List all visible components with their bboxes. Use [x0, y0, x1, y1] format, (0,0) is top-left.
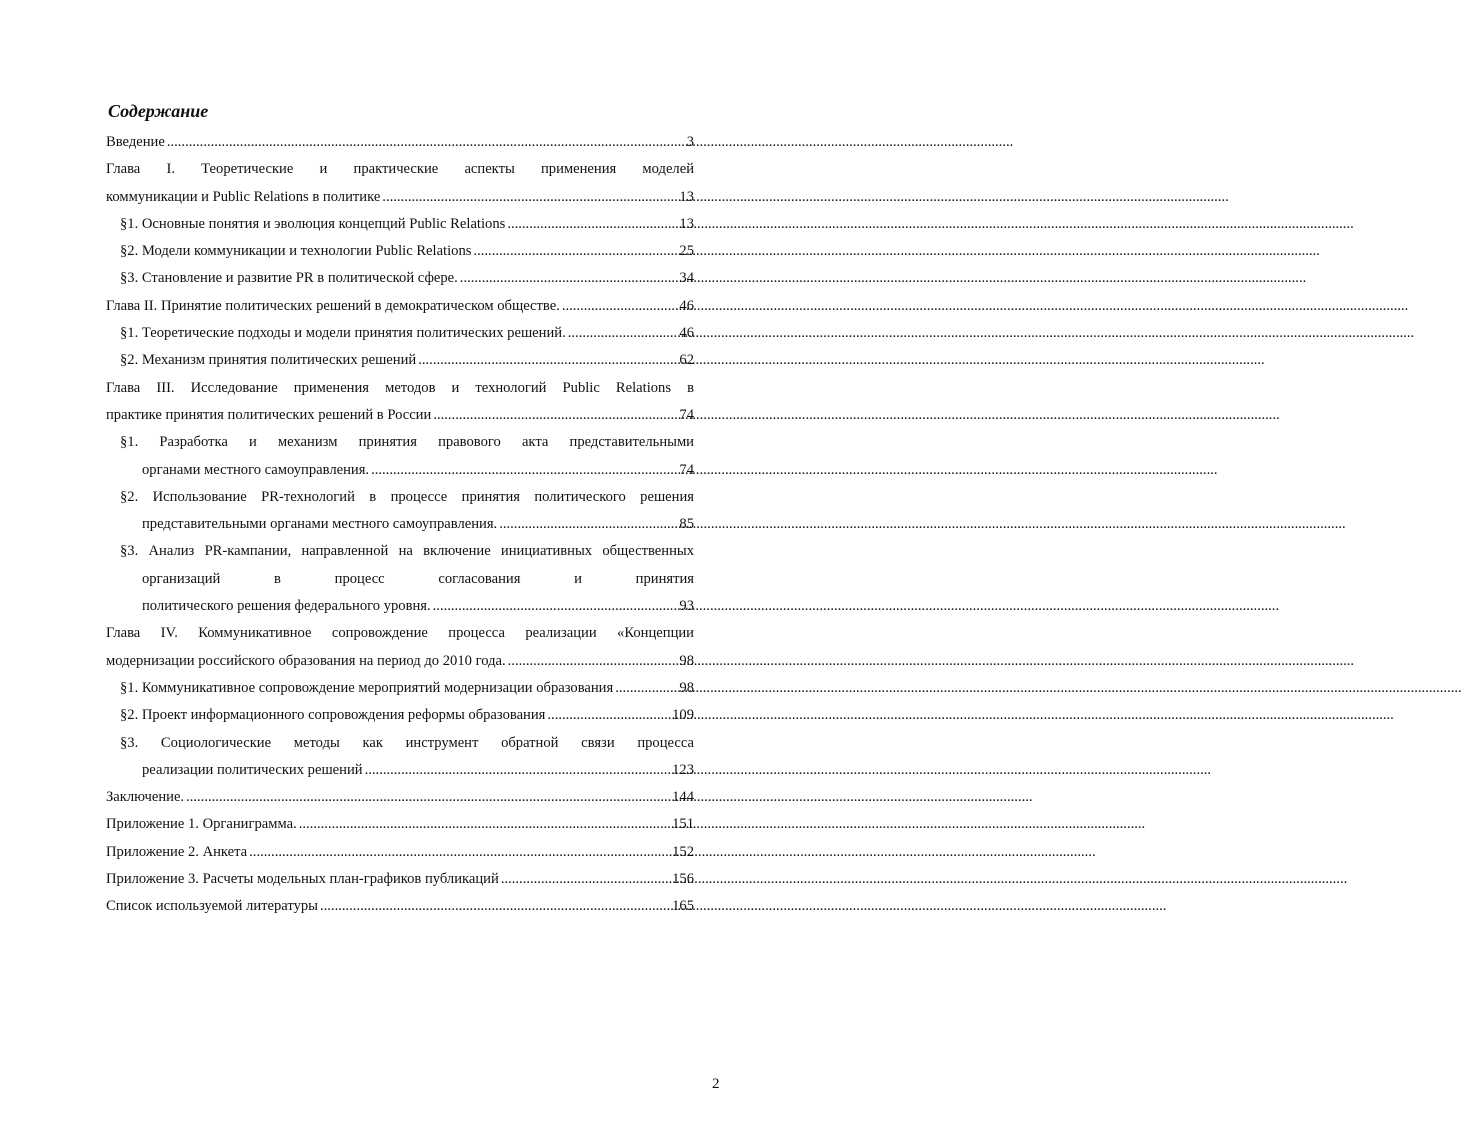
toc-entry-text: реализации политических решений	[142, 761, 363, 778]
leader-dots	[418, 347, 677, 374]
toc-entry	[106, 538, 694, 620]
toc-entry	[106, 702, 694, 729]
leader-dots	[186, 784, 670, 811]
toc-page-number: 144	[672, 789, 694, 806]
toc-entry-lead: §2. Использование PR-технологий в процессе принятия политического решения	[120, 488, 694, 505]
toc-entry-text: политического решения федерального уровня.	[142, 598, 431, 615]
toc-page-number: 34	[679, 270, 694, 287]
toc-entry-text: модернизации российского образования на период до 2010 года.	[106, 652, 506, 669]
toc-entry	[106, 893, 694, 920]
toc-page-number: 151	[672, 816, 694, 833]
toc-entry-lead: §1. Разработка и механизм принятия правового акта представительными	[120, 434, 694, 451]
toc-page-number: 62	[679, 352, 694, 369]
leader-dots	[499, 511, 677, 538]
leader-dots	[320, 893, 670, 920]
toc-entry	[106, 730, 694, 785]
toc-entry	[106, 675, 694, 702]
page-number: 2	[712, 1076, 720, 1092]
leader-dots	[299, 811, 670, 838]
toc-entry	[106, 429, 694, 484]
toc-page-number: 165	[672, 898, 694, 915]
toc-page-number: 46	[679, 297, 694, 314]
toc-entry	[106, 620, 694, 675]
toc-entry-lead: §3. Социологические методы как инструмент обратной связи процесса	[120, 734, 694, 751]
toc-entry	[106, 347, 694, 374]
toc-page-number: 13	[679, 215, 694, 232]
toc-entry-text: органами местного самоуправления.	[142, 461, 370, 478]
toc-page-number: 74	[679, 461, 694, 478]
leader-dots	[508, 648, 678, 675]
toc-entry-lead: Глава I. Теоретические и практические аспекты применения моделей	[106, 161, 694, 178]
toc-entry-text: представительными органами местного самоуправления.	[142, 516, 498, 533]
toc-entry	[106, 866, 694, 893]
toc-page-number: 152	[672, 843, 694, 860]
toc-entry-text: §1. Теоретические подходы и модели принятия политических решений.	[120, 325, 566, 342]
leader-dots	[568, 320, 678, 347]
leader-dots	[382, 184, 677, 211]
toc-entry	[106, 211, 694, 238]
toc-entry	[106, 293, 694, 320]
toc-entry	[106, 265, 694, 292]
leader-dots	[249, 839, 670, 866]
toc-page-number: 98	[679, 679, 694, 696]
leader-dots	[167, 129, 682, 156]
toc-entry-text: Приложение 2. Анкета	[106, 843, 248, 860]
toc-entry	[106, 320, 694, 347]
leader-dots	[365, 757, 671, 784]
toc-entry-lead: §3. Анализ PR-кампании, направленной на включение инициативных общественных организаций в процесс согласования и принятия	[120, 543, 694, 587]
toc-page-number: 46	[679, 325, 694, 342]
leader-dots	[547, 702, 670, 729]
toc-page-number: 25	[679, 243, 694, 260]
toc-page-number: 109	[672, 707, 694, 724]
table-of-contents	[106, 129, 694, 921]
toc-page-number: 93	[679, 598, 694, 615]
toc-entry-text: Глава II. Принятие политических решений в демократическом обществе.	[106, 297, 560, 314]
toc-entry-text: Введение	[106, 134, 165, 150]
toc-page-number: 74	[679, 406, 694, 423]
toc-entry-text: §1. Коммуникативное сопровождение мероприятий модернизации образования	[120, 679, 614, 696]
toc-page-number: 3	[686, 134, 694, 150]
toc-page-number: 13	[679, 188, 694, 205]
toc-entry	[106, 784, 694, 811]
toc-entry	[106, 811, 694, 838]
toc-entry	[106, 156, 694, 211]
toc-entry	[106, 484, 694, 539]
leader-dots	[473, 238, 677, 265]
toc-entry-lead: Глава III. Исследование применения методов и технологий Public Relations в	[106, 379, 694, 396]
leader-dots	[562, 293, 678, 320]
toc-page-number: 98	[679, 652, 694, 669]
toc-page-number: 156	[672, 871, 694, 888]
toc-entry-text: Приложение 3. Расчеты модельных план-графиков публикаций	[106, 871, 499, 888]
toc-entry-text: коммуникации и Public Relations в политике	[106, 188, 381, 205]
toc-page-number: 123	[672, 761, 694, 778]
leader-dots	[460, 265, 678, 292]
leader-dots	[501, 866, 670, 893]
toc-entry-text: Список используемой литературы	[106, 898, 318, 915]
toc-entry-text: Приложение 1. Органиграмма.	[106, 816, 297, 833]
toc-entry-text: §2. Проект информационного сопровождения реформы образования	[120, 707, 546, 724]
toc-entry-text: §1. Основные понятия и эволюция концепций Public Relations	[120, 215, 506, 232]
toc-entry-text: §3. Становление и развитие PR в политической сфере.	[120, 270, 458, 287]
toc-entry-text: Заключение.	[106, 789, 185, 806]
toc-entry-text: практике принятия политических решений в России	[106, 406, 432, 423]
toc-entry	[106, 839, 694, 866]
leader-dots	[433, 402, 677, 429]
toc-entry-text: §2. Механизм принятия политических решений	[120, 352, 417, 369]
toc-entry-text: §2. Модели коммуникации и технологии Public Relations	[120, 243, 472, 260]
toc-page-number: 85	[679, 516, 694, 533]
toc-entry	[106, 375, 694, 430]
leader-dots	[507, 211, 677, 238]
leader-dots	[371, 457, 677, 484]
toc-entry	[106, 129, 694, 156]
leader-dots	[433, 593, 678, 620]
toc-entry-lead: Глава IV. Коммуникативное сопровождение процесса реализации «Концепции	[106, 625, 694, 642]
toc-entry	[106, 238, 694, 265]
toc-title: Содержание	[108, 101, 209, 121]
leader-dots	[615, 675, 677, 702]
